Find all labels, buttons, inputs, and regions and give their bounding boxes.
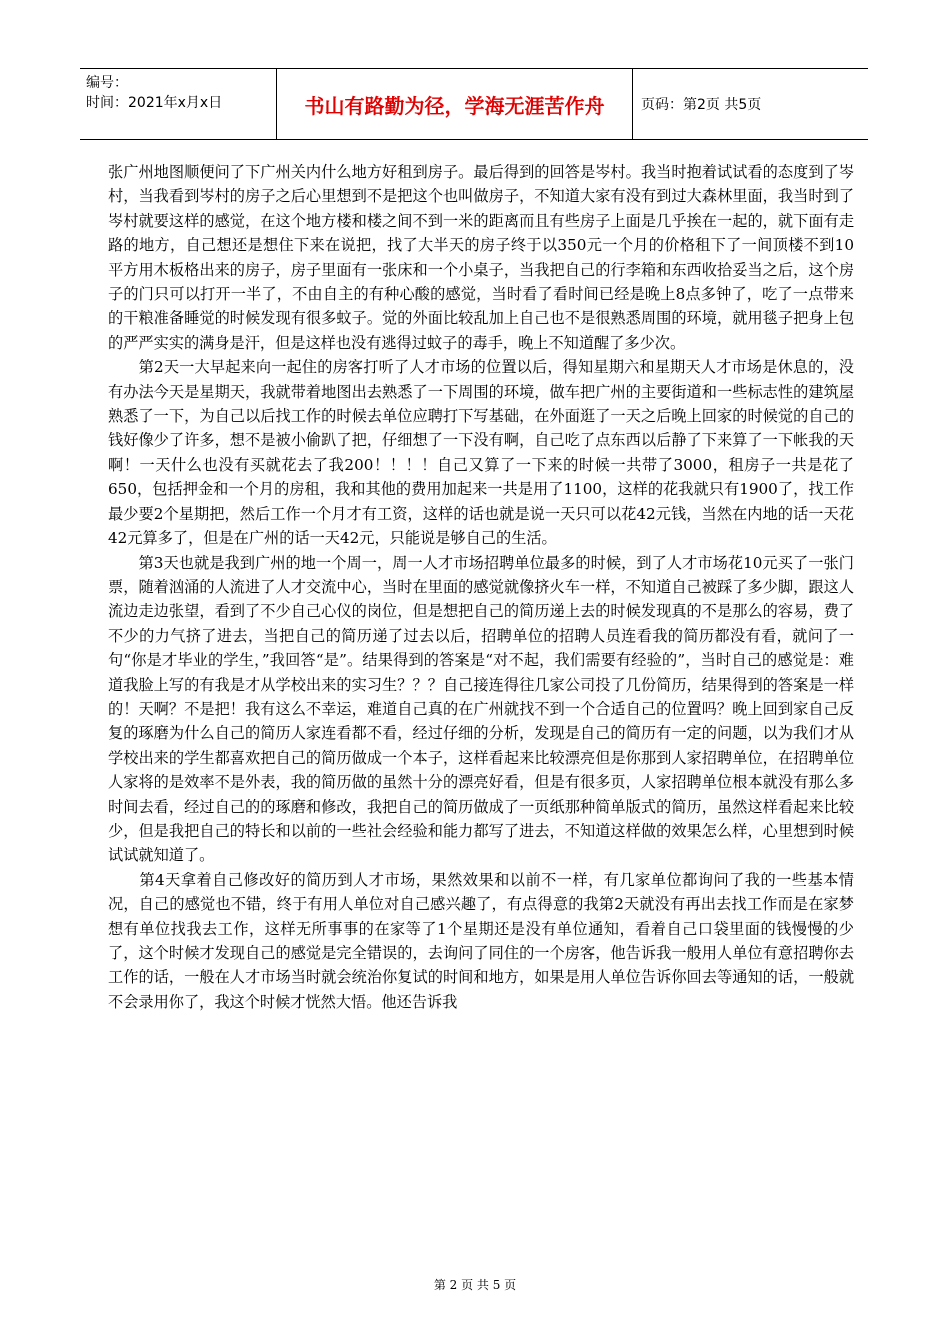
page-header [80, 68, 868, 140]
document-body [108, 160, 854, 1014]
doc-number-label: 编号： [86, 75, 128, 91]
paragraph-4: 第4天拿着自己修改好的简历到人才市场，果然效果和以前不一样，有几家单位都询问了我的一些基本情况，自己的感觉也不错，终于有用人单位对自己感兴趣了，有点得意的我第2天就没有再出去找工作而是在家梦想有单位找我去工作，这样无所事事的在家等了1个星期还是没有单位通知，看着自己口袋里面的钱慢慢的少了，这个时候才发现自己的感觉是完全错误的，去询问了同住的一个房客，他告诉我一般用人单位有意招聘你去工作的话，一般在人才市场当时就会统治你复试的时间和地方，如果是用人单位告诉你回去等通知的话，一般就不会录用你了，我这个时候才恍然大悟。他还告诉我 [108, 870, 854, 1011]
page-footer: 第 2 页 共 5 页 [433, 1278, 517, 1292]
paragraph-3: 第3天也就是我到广州的地一个周一，周一人才市场招聘单位最多的时候，到了人才市场花10元买了一张门票，随着汹涌的人流进了人才交流中心，当时在里面的感觉就像挤火车一样，不知道自己被踩了多少脚，跟这人流边走边张望，看到了不少自己心仪的岗位，但是想把自己的简历递上去的时候发现真的不是那么的容易，费了不少的力气挤了进去，当把自己的简历递了过去以后，招聘单位的招聘人员连看我的简历都没有看，就问了一句“你是才毕业的学生，”我回答“是”。结果得到的答案是“对不起，我们需要有经验的”，当时自己的感觉是：难道我脸上写的有我是才从学校出来的实习生？？？自己接连得往几家公司投了几份简历，结果得到的答案是一样的！天啊？不是把！我有这么不幸运，难道自己真的在广州就找不到一个合适自己的位置吗？晚上回到家自己反复的琢磨为什么自己的简历人家连看都不看，经过仔细的分析，发现是自己的简历有一定的问题，以为我们才从学校出来的学生都喜欢把自己的简历做成一个本子，这样看起来比较漂亮但是你那到人家招聘单位，在招聘单位人家将的是效率不是外表，我的简历做的虽然十分的漂亮好看，但是有很多页，人家招聘单位根本就没有那么多时间去看，经过自己的的琢磨和修改，我把自己的简历做成了一页纸那种简单版式的简历，虽然这样看起来比较少，但是我把自己的特长和以前的一些社会经验和能力都写了进去，不知道这样做的效果怎么样，心里想到时候试试就知道了。 [108, 553, 854, 865]
doc-date-label: 时间：2021年x月x日 [86, 95, 223, 111]
paragraph-1: 张广州地图顺便问了下广州关内什么地方好租到房子。最后得到的回答是岑村。我当时抱着试试看的态度到了岑村，当我看到岑村的房子之后心里想到不是把这个也叫做房子，不知道大家有没有到过大森林里面，我当时到了岑村就要这样的感觉，在这个地方楼和楼之间不到一米的距离而且有些房子上面是几乎挨在一起的，就下面有走路的地方，自己想还是想住下来在说把，找了大半天的房子终于以350元一个月的价格租下了一间顶楼不到10平方用木板格出来的房子，房子里面有一张床和一个小桌子，当我把自己的行李箱和东西收拾妥当之后，这个房子的门只可以打开一半了，不由自主的有种心酸的感觉，当时看了看时间已经是晚上8点多钟了，吃了一点带来的干粮准备睡觉的时候发现有很多蚊子。觉的外面比较乱加上自己也不是很熟悉周围的环境，就用毯子把身上包的严严实实的满身是汗，但是这样也没有逃得过蚊子的毒手，晚上不知道醒了多少次。 [108, 163, 854, 352]
header-meta [80, 69, 277, 139]
header-motto: 书山有路勤为径，学海无涯苦作舟 [277, 69, 633, 139]
header-page-info: 页码：第2页 共5页 [641, 97, 762, 113]
paragraph-2: 第2天一大早起来向一起住的房客打听了人才市场的位置以后，得知星期六和星期天人才市场是休息的，没有办法今天是星期天，我就带着地图出去熟悉了一下周围的环境，做车把广州的主要街道和一些标志性的建筑屋熟悉了一下，为自己以后找工作的时候去单位应聘打下写基础，在外面逛了一天之后晚上回家的时候觉的自己的钱好像少了许多，想不是被小偷趴了把，仔细想了一下没有啊，自己吃了点东西以后静了下来算了一下帐我的天啊！一天什么也没有买就花去了我200！！！！自己又算了一下来的时候一共带了3000，租房子一共是花了650，包括押金和一个月的房租，我和其他的费用加起来一共是用了1100，这样的花我就只有1900了，找工作最少要2个星期把，然后工作一个月才有工资，这样的话也就是说一天只可以花42元钱，当然在内地的话一天花42元算多了，但是在广州的话一天42元，只能说是够自己的生活。 [108, 358, 854, 548]
